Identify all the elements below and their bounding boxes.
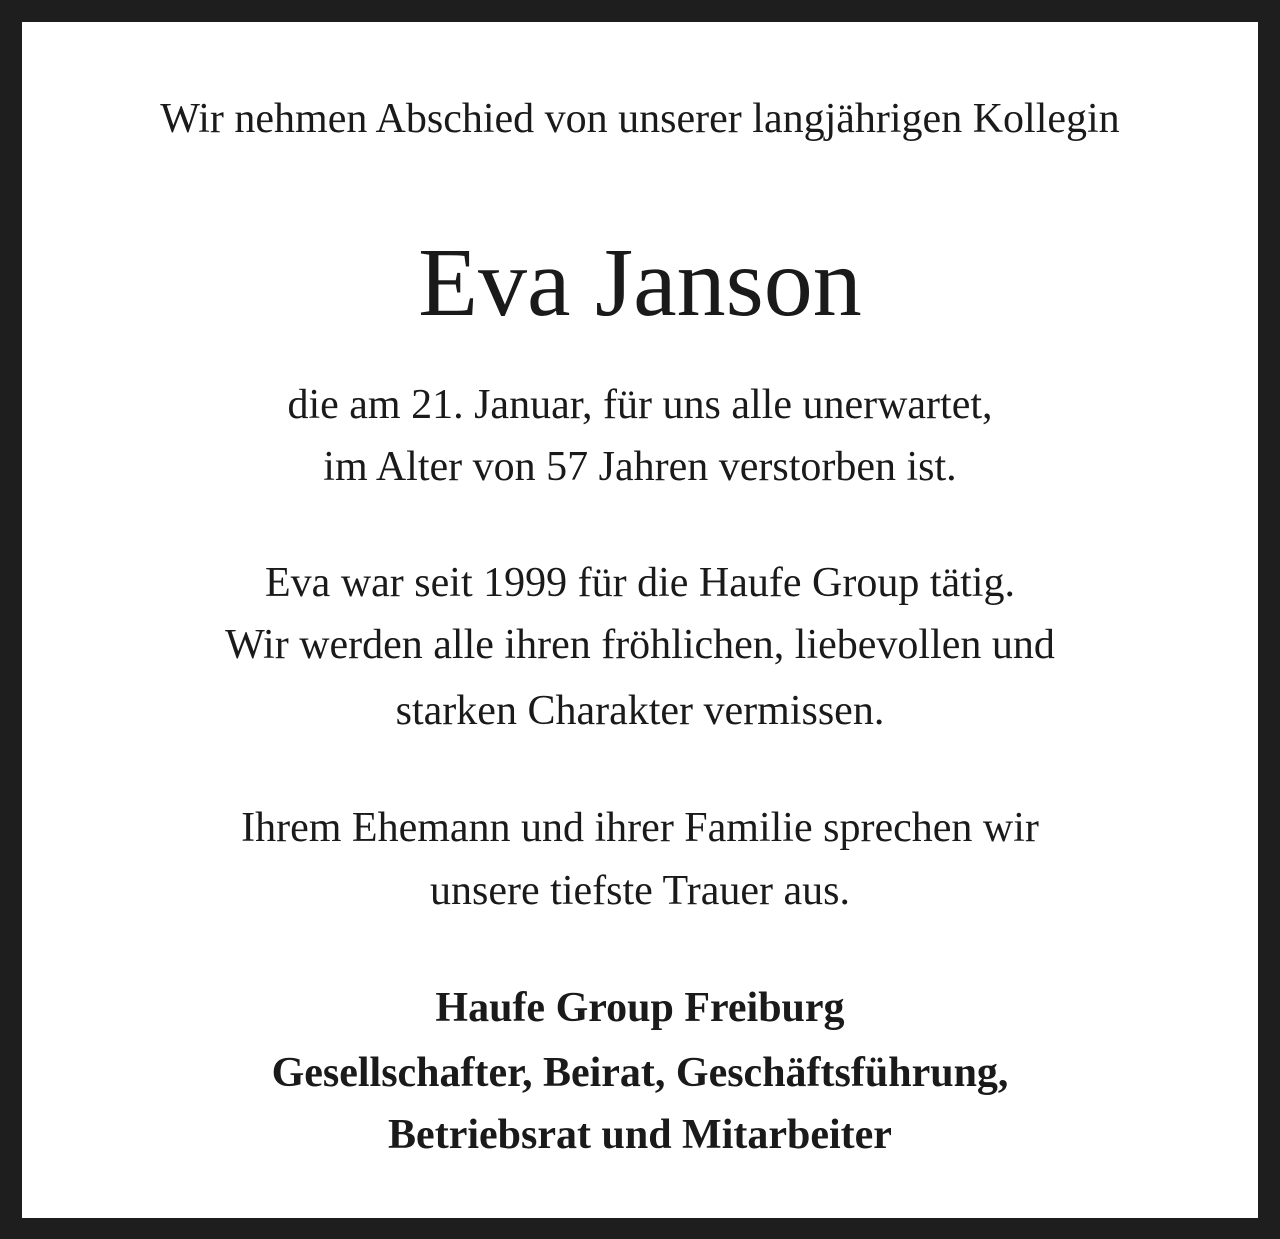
paragraph-2-line-2: Wir werden alle ihren fröhlichen, liebevollen und (225, 622, 1055, 668)
paragraph-3-line-1: Ihrem Ehemann und ihrer Familie sprechen wir (241, 805, 1039, 851)
deceased-name: Eva Janson (418, 229, 862, 337)
intro-line: Wir nehmen Abschied von unserer langjährigen Kollegin (160, 96, 1120, 142)
paragraph-3-line-2: unsere tiefste Trauer aus. (430, 868, 850, 914)
paragraph-2-line-3: starken Charakter vermissen. (395, 688, 885, 734)
paragraph-1-line-2: im Alter von 57 Jahren verstorben ist. (323, 444, 957, 490)
obituary-notice (22, 22, 1258, 1218)
signature-line-2: Gesellschafter, Beirat, Geschäftsführung, (271, 1050, 1009, 1096)
paragraph-2-line-1: Eva war seit 1999 für die Haufe Group tätig. (265, 560, 1015, 606)
signature-company: Haufe Group Freiburg (435, 985, 845, 1031)
signature-line-3: Betriebsrat und Mitarbeiter (388, 1112, 892, 1158)
paragraph-1-line-1: die am 21. Januar, für uns alle unerwartet, (287, 382, 993, 428)
